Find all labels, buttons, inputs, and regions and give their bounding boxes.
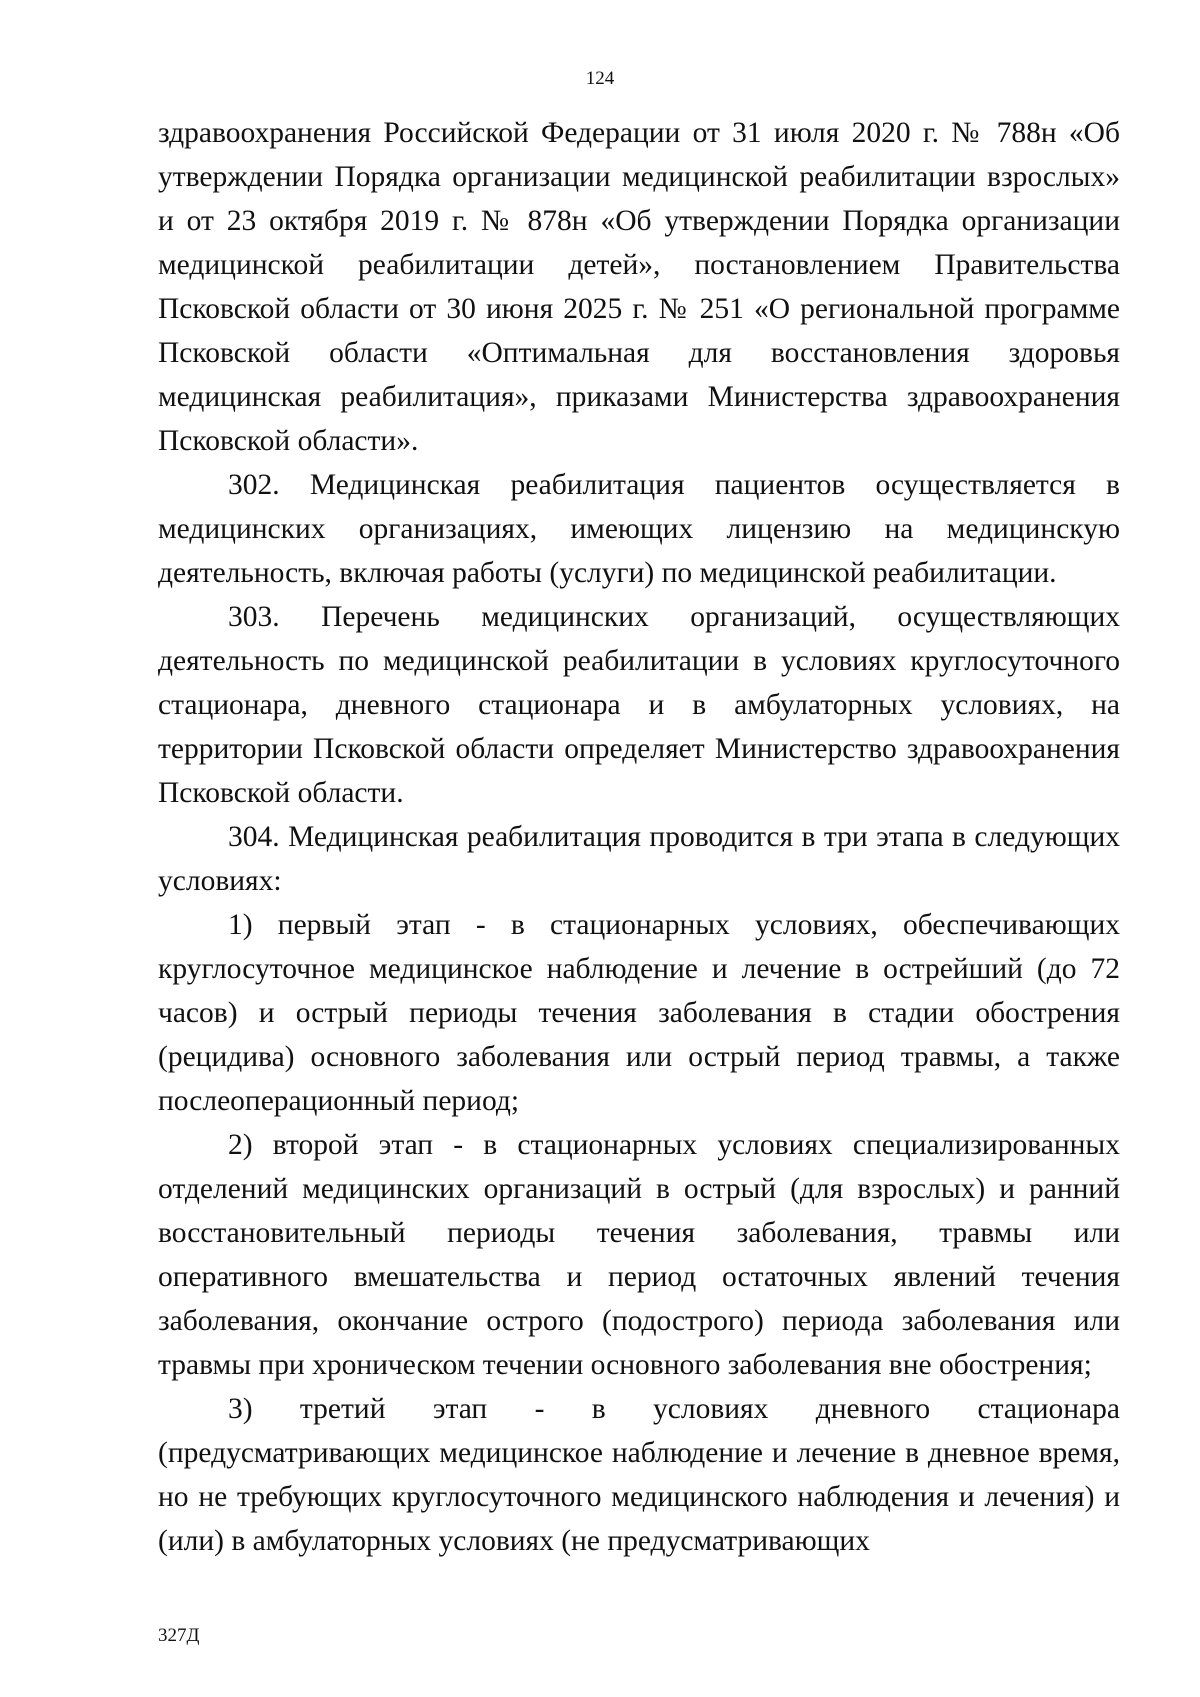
list-item-stage-3: 3) третий этап - в условиях дневного стационара (предусматривающих медицинское наблюдение и лечение в дневное время, но не требующих круглосуточного медицинского наблюдения и лечения) и (или) в амбулаторных условиях (не предусматривающих bbox=[158, 1393, 1120, 1557]
list-item-stage-2: 2) второй этап - в стационарных условиях специализированных отделений медицинских организаций в острый (для взрослых) и ранний восстановительный периоды течения заболевания, травмы или оперативного вмешательства и период остаточных явлений течения заболевания, окончание острого (подострого) периода заболевания или травмы при хроническом течении основного заболевания вне обострения; bbox=[158, 1129, 1120, 1381]
paragraph-304: 304. Медицинская реабилитация проводится в три этапа в следующих условиях: bbox=[158, 821, 1120, 897]
document-code: 327Д bbox=[158, 1625, 200, 1646]
list-item-stage-1: 1) первый этап - в стационарных условиях, обеспечивающих круглосуточное медицинское наблюдение и лечение в острейший (до 72 часов) и острый периоды течения заболевания в стадии обострения (рецидива) основного заболевания или острый период травмы, а также послеоперационный период; bbox=[158, 909, 1120, 1117]
page-number: 124 bbox=[585, 68, 615, 89]
document-body bbox=[158, 111, 1120, 1563]
paragraph-continuation: здравоохранения Российской Федерации от 31 июля 2020 г. № 788н «Об утверждении Порядка организации медицинской реабилитации взрослых» и от 23 октября 2019 г. № 878н «Об утверждении Порядка организации медицинской реабилитации детей», постановлением Правительства Псковской области от 30 июня 2025 г. № 251 «О региональной программе Псковской области «Оптимальная для восстановления здоровья медицинская реабилитация», приказами Министерства здравоохранения Псковской области». bbox=[158, 117, 1120, 457]
paragraph-303: 303. Перечень медицинских организаций, осуществляющих деятельность по медицинской реабилитации в условиях круглосуточного стационара, дневного стационара и в амбулаторных условиях, на территории Псковской области определяет Министерство здравоохранения Псковской области. bbox=[158, 601, 1120, 809]
paragraph-302: 302. Медицинская реабилитация пациентов осуществляется в медицинских организациях, имеющих лицензию на медицинскую деятельность, включая работы (услуги) по медицинской реабилитации. bbox=[158, 469, 1120, 589]
